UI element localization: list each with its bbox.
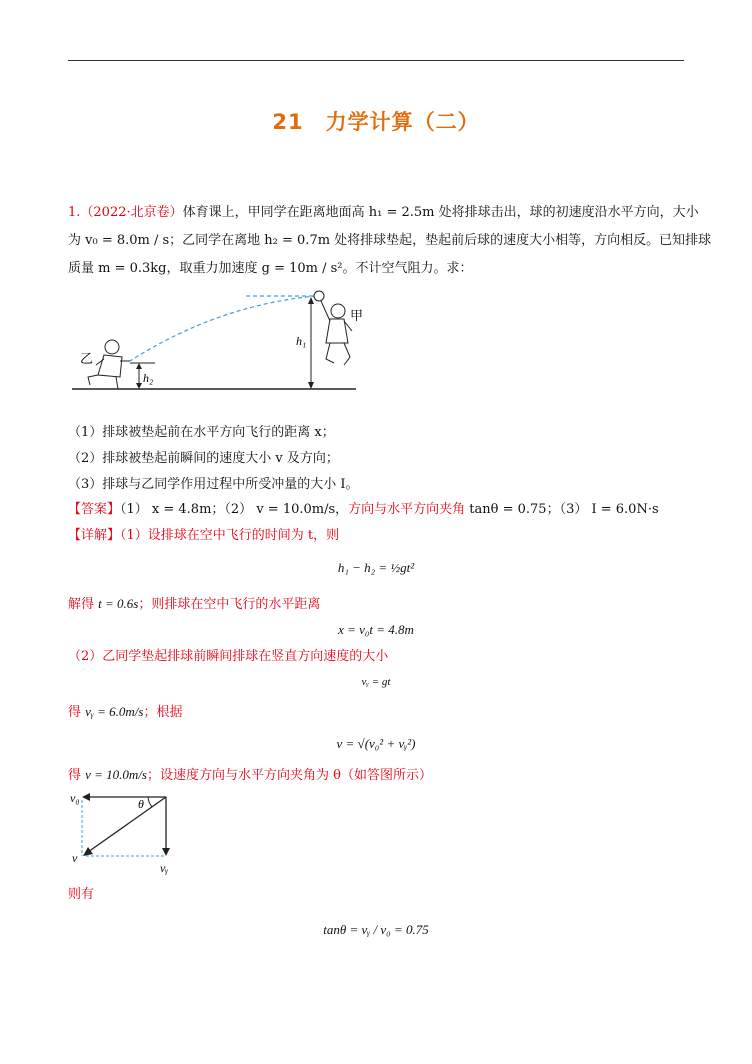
- answer-part3: tanθ = 0.75；: [465, 502, 560, 517]
- v0-label: v₀: [70, 791, 80, 805]
- answer-part4: （3） I = 6.0N·s: [559, 502, 659, 517]
- problem-line-2: 为 v₀ = 8.0m / s；乙同学在离地 h₂ = 0.7m 处将排球垫起，垫起前后球的速度大小相等，方向相反。已知排球: [68, 233, 712, 248]
- problem-text-1: 体育课上，甲同学在距离地面高 h₁ = 2.5m 处将排球击出，球的初速度沿水平方向，大小: [182, 205, 699, 220]
- question-1: （1）排球被垫起前在水平方向飞行的距离 x；: [68, 425, 335, 440]
- detail-line-e: 则有: [68, 887, 95, 902]
- problem-line-3: 质量 m = 0.3kg，取重力加速度 g = 10m / s²。不计空气阻力。求：: [68, 261, 473, 276]
- line-a-pre: 解得: [68, 597, 99, 612]
- detail-line-b: （2）乙同学垫起排球前瞬间排球在竖直方向速度的大小: [68, 649, 389, 664]
- trajectory-figure: [68, 285, 368, 397]
- answer-tag: 【答案】: [68, 502, 121, 517]
- yi-label: 乙: [80, 351, 94, 366]
- header-rule: [68, 60, 684, 61]
- page-title: 21 力学计算（二）: [272, 110, 480, 134]
- v-label: v: [72, 851, 78, 865]
- line-c-post: ；根据: [143, 705, 183, 720]
- question-3: （3）排球与乙同学作用过程中所受冲量的大小 I。: [68, 477, 359, 492]
- line-c-eq: vᵧ = 6.0m/s: [85, 704, 144, 719]
- velocity-diagram: [68, 788, 188, 880]
- detail-intro: （1）设排球在空中飞行的时间为 t，则: [120, 528, 340, 543]
- answer-part1: （1） x = 4.8m；（2） v = 10.0m/s，: [120, 502, 349, 517]
- problem-source: 1.（2022·北京卷）: [68, 205, 183, 220]
- answer-part2: 方向与水平方向夹角: [348, 502, 466, 517]
- h2-label: h₂: [143, 371, 154, 385]
- detail-line-a: [68, 595, 688, 614]
- student-jia-figure: [321, 301, 352, 365]
- h1-label: h₁: [296, 334, 307, 348]
- jia-label: 甲: [350, 308, 364, 323]
- equation-1: h₁ − h₂ = ½gt²: [337, 560, 415, 575]
- line-a-eq: t = 0.6s: [98, 596, 139, 611]
- detail-intro-line: [68, 527, 688, 545]
- line-d-post: ；设速度方向与水平方向夹角为 θ（如答图所示）: [147, 768, 432, 783]
- equation-4: v = √(v₀² + vᵧ²): [336, 736, 416, 751]
- problem-line-1: [68, 204, 699, 222]
- equation-5: tanθ = vᵧ / v₀ = 0.75: [323, 922, 429, 937]
- answer-line: [68, 501, 688, 519]
- equation-3: vᵧ = gt: [361, 676, 391, 688]
- vy-label: vᵧ: [160, 861, 169, 875]
- line-c-pre: 得: [68, 705, 86, 720]
- theta-label: θ: [138, 797, 144, 811]
- line-d-eq: v = 10.0m/s: [85, 767, 147, 782]
- equation-2: x = v₀t = 4.8m: [338, 622, 414, 637]
- detail-line-c: [68, 703, 688, 722]
- line-d-pre: 得: [68, 768, 86, 783]
- line-a-post: ；则排球在空中飞行的水平距离: [138, 597, 321, 612]
- detail-line-d: [68, 766, 688, 785]
- detail-tag: 【详解】: [68, 528, 121, 543]
- student-yi-figure: [88, 340, 130, 389]
- question-2: （2）排球被垫起前瞬间的速度大小 v 及方向；: [68, 451, 339, 466]
